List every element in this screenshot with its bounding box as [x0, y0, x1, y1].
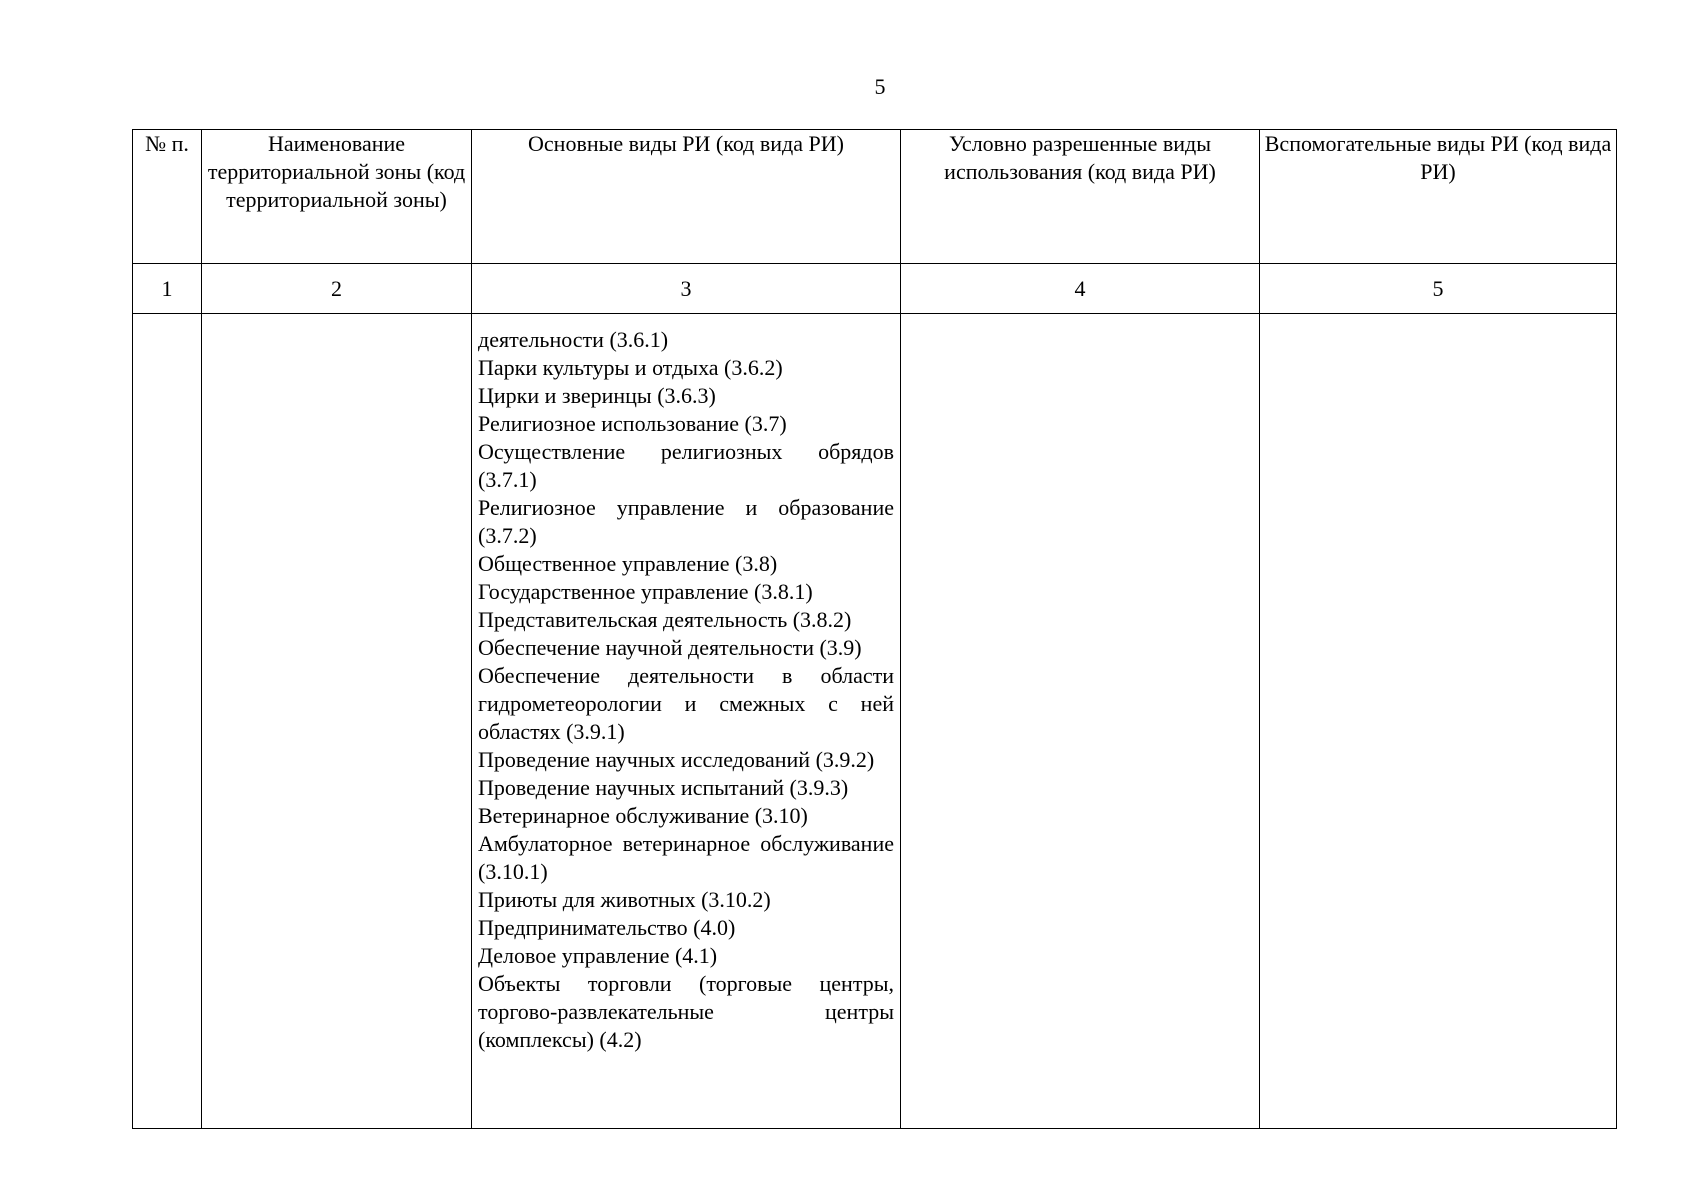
zones-table [132, 129, 1617, 1129]
column-number: 5 [1260, 264, 1617, 314]
list-item: Осуществление религиозных обрядов (3.7.1) [478, 439, 894, 492]
list-item: Религиозное использование (3.7) [478, 411, 787, 436]
conditional-types-cell [901, 314, 1260, 1129]
list-item: Обеспечение научной деятельности (3.9) [478, 635, 862, 660]
list-item: Ветеринарное обслуживание (3.10) [478, 803, 808, 828]
main-types-cell [472, 314, 901, 1129]
header-conditional-types: Условно разрешенные виды использования (код вида РИ) [901, 130, 1260, 264]
header-main-types: Основные виды РИ (код вида РИ) [472, 130, 901, 264]
column-number: 1 [133, 264, 202, 314]
list-item: Общественное управление (3.8) [478, 551, 778, 576]
column-number: 3 [472, 264, 901, 314]
list-item: Религиозное управление и образование (3.7.2) [478, 495, 894, 548]
list-item: Амбулаторное ветеринарное обслуживание (3.10.1) [478, 831, 894, 884]
auxiliary-types-cell [1260, 314, 1617, 1129]
list-item: деятельности (3.6.1) [478, 327, 669, 352]
table-header-row [133, 130, 1617, 264]
list-item: Цирки и зверинцы (3.6.3) [478, 383, 716, 408]
list-item: Объекты торговли (торговые центры, торгово-развлекательные центры (комплексы) (4.2) [478, 971, 894, 1052]
list-item: Обеспечение деятельности в области гидрометеорологии и смежных с ней областях (3.9.1) [478, 663, 894, 744]
column-number-row [133, 264, 1617, 314]
header-number: № п. [133, 130, 202, 264]
zone-name-cell [202, 314, 472, 1129]
column-number: 2 [202, 264, 472, 314]
list-item: Деловое управление (4.1) [478, 943, 718, 968]
list-item: Парки культуры и отдыха (3.6.2) [478, 355, 783, 380]
list-item: Проведение научных испытаний (3.9.3) [478, 775, 849, 800]
table-row [133, 314, 1617, 1129]
list-item: Представительская деятельность (3.8.2) [478, 607, 852, 632]
number-cell [133, 314, 202, 1129]
list-item: Государственное управление (3.8.1) [478, 579, 813, 604]
main-types-list [478, 326, 894, 1054]
page-number: 5 [874, 74, 886, 99]
column-number: 4 [901, 264, 1260, 314]
list-item: Проведение научных исследований (3.9.2) [478, 747, 875, 772]
header-auxiliary-types: Вспомогательные виды РИ (код вида РИ) [1260, 130, 1617, 264]
list-item: Приюты для животных (3.10.2) [478, 887, 771, 912]
header-zone-name: Наименование территориальной зоны (код территориальной зоны) [202, 130, 472, 264]
list-item: Предпринимательство (4.0) [478, 915, 736, 940]
